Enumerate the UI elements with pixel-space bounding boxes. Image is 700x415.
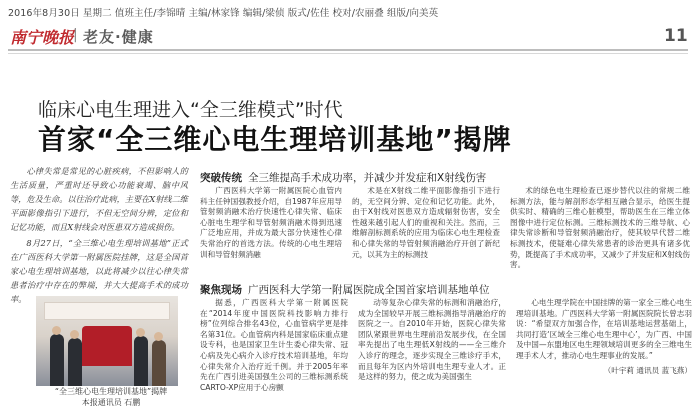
header-rule [8,49,688,51]
body-column [358,298,506,412]
page-number: 11 [664,26,688,46]
section-heading-2 [200,282,490,297]
body-text: 据悉，广西医科大学第一附属医院在“2014年度中国医院科技影响力排行榜”位列综合排名43位，心血管病学更是排名第31位。心血管病内科是国家临床重点建设专科，也是国家卫生计生委心律失常、冠心病及先心病介入诊疗技术培训基地，年均心律失常介入治疗近千例。并于2005年率先在广西引进美国强生公司的三维标测系统CARTO-XP应用于心房颤 [200,298,348,392]
body-text: 广西医科大学第一附属医院心血管内科主任钟国强教授介绍，自1987年应用导管射频消融术治疗快速性心律失常、临床心脏电生理学和导管射频消融术得到迅速广泛地应用，并成为最大部分快速性心律失常治疗的首选方法。传统的心电生理培训和导管射频消融 [200,186,342,259]
body-text: 术是在X射线二维平面影像指引下进行的，无空间分辨、定位和记忆功能。此外，由于X射线对医患双方造成辐射伤害，安全性越来越引起人们的重视和关注。然而，三维解剖标测系统的应用为临床心电生理检查和心律失常的导管射频消融治疗开创了新纪元，以其为主的标测技 [352,186,500,259]
section-label: 聚焦现场 [200,284,242,296]
photo-person-head [154,332,163,341]
page-header [0,0,700,53]
body-column [200,298,348,412]
article-headline: 首家“全三维心电生理培训基地”揭牌 [38,123,512,156]
body-column [352,186,500,274]
photo-person [134,336,148,386]
photo-credit: 本报通讯员 石鹏 [81,398,141,407]
article-kicker: 临床心电生理进入“全三维模式”时代 [38,99,343,121]
photo-caption-text: “全三维心电生理培训基地”揭牌 [54,387,168,396]
body-column [200,186,342,274]
byline: （叶宇莉 通讯员 蓝飞燕） [603,365,692,375]
lead-column [10,164,188,304]
newspaper-logo: 南宁晚报 [10,28,75,47]
photo-person-head [52,326,61,335]
body-column [510,186,690,274]
body-text: 术的绿色电生理检查已逐步替代以往的常规二维标测方法，能与解剖形态学相互融合显示，给医生提供实时、精确的三维心脏模型，帮助医生在三维立体图像中进行定位标测。三维标测技术的三维导航、心律失常诊断和导管射频消融治疗，使其较早代替二维标测技术，使疑难心律失常患者的诊治更具有诸多优势，既提高了手术成功率，又减少了并发症和X射线伤害。 [510,186,690,270]
masthead-meta: 2016年8月30日 星期二 值班主任/李锦晴 主编/林家锋 编辑/梁侦 版式/佐佳 校对/农丽叠 组版/向美英 [8,8,439,19]
header-rule-thin [8,53,688,54]
photo-caption [36,386,186,408]
section-title: 广西医科大学第一附属医院成全国首家培训基地单位 [248,284,490,296]
lead-paragraph: 心律失常是常见的心脏疾病，不但影响人的生活质量，严重时还导致心功能衰竭、脑中风等，危及生命。以往治疗此病，主要在X射线二维平面影像指引下进行，不但无空间分辨，定位和记忆功能，而且X射线会对医患双方造成损伤。 [10,166,188,232]
section-name: 老友·健康 [83,28,154,46]
lead-paragraph: 8月27日，“全三维心电生理培训基地”正式在广西医科大学第一附属医院挂牌，这是全国首家心电生理培训基地，以此将减少以往心律失常患者治疗中存在的弊端，并大大提高手术的成功率。 [10,238,188,304]
ceremony-photo [36,296,178,386]
header-separator: | [73,27,78,43]
photo-backdrop-banner [44,302,170,320]
photo-person-head [70,330,79,339]
photo-person [50,334,64,386]
photo-person [68,338,82,386]
photo-person [152,340,166,386]
body-text: 心电生理学院在中国挂牌的第一家全三维心电生理培训基地。广西医科大学第一附属医院院长曾志羽说：“希望双方加强合作，在培训基地运营基础上，共同打造‘区域全三维心电生理中心’，为广西、中国及中国—东盟地区电生理领域培训更多的全三维电生理手术人才，推动心电生理事业的发展。” [516,298,692,360]
section-heading-1 [200,170,486,185]
photo-person-head [136,328,145,337]
section-title: 全三维提高手术成功率，并减少并发症和X射线伤害 [248,172,487,184]
section-label: 突破传统 [200,172,242,184]
photo-plaque-cover [82,326,132,366]
body-column [516,298,692,412]
body-text: 动等复杂心律失常的标测和消融治疗，成为全国较早开展三维标测指导消融治疗的医院之一。自2010年开始，医院心律失常团队紧跟世界电生理前沿发展步伐，在全国率先提出了电生理低X射线的——全三维介入诊疗的理念，逐步实现全三维诊疗手术，而且每年为区内外培训电生理专业人才。正是这样的努力，使之成为美国强生 [358,298,506,382]
